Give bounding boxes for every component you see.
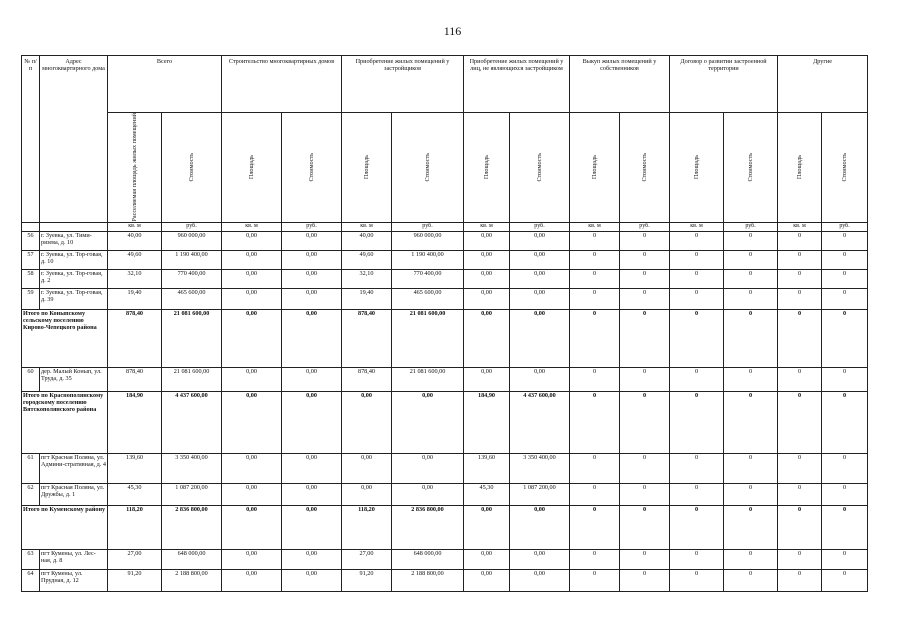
cell-value: 1 087 200,00 bbox=[510, 483, 570, 505]
summary-row bbox=[22, 391, 868, 453]
row-number: 60 bbox=[22, 367, 40, 391]
cell-value: 27,00 bbox=[342, 549, 392, 569]
header-group-buyout: Выкуп жилых помещений у собственников bbox=[570, 56, 670, 113]
cell-value: 0 bbox=[570, 505, 620, 549]
cell-value: 0,00 bbox=[464, 549, 510, 569]
cell-value: 0 bbox=[670, 391, 724, 453]
cell-value: 0,00 bbox=[282, 288, 342, 309]
cell-value: 0 bbox=[822, 391, 868, 453]
cell-value: 0 bbox=[724, 367, 778, 391]
summary-row bbox=[22, 505, 868, 549]
cell-value: 0 bbox=[570, 269, 620, 288]
cell-value: 0,00 bbox=[464, 250, 510, 269]
unit-rub: руб. bbox=[392, 222, 464, 231]
cell-value: 184,90 bbox=[108, 391, 162, 453]
cell-value: 0 bbox=[620, 231, 670, 250]
cell-value: 0 bbox=[778, 483, 822, 505]
header-area: Площадь bbox=[342, 113, 392, 223]
table-row bbox=[22, 549, 868, 569]
cell-value: 0 bbox=[778, 269, 822, 288]
unit-rub: руб. bbox=[724, 222, 778, 231]
cell-value: 0 bbox=[570, 483, 620, 505]
header-group-developer-purchase: Приобретение жилых помещений у застройщиков bbox=[342, 56, 464, 113]
cell-value: 0,00 bbox=[510, 549, 570, 569]
cell-value: 19,40 bbox=[342, 288, 392, 309]
cell-value: 27,00 bbox=[108, 549, 162, 569]
cell-value: 465 600,00 bbox=[162, 288, 222, 309]
cell-value: 0 bbox=[670, 288, 724, 309]
cell-value: 0 bbox=[570, 453, 620, 483]
cell-value: 0,00 bbox=[510, 367, 570, 391]
cell-value: 0,00 bbox=[392, 391, 464, 453]
cell-value: 0 bbox=[822, 250, 868, 269]
cell-value: 118,20 bbox=[342, 505, 392, 549]
cell-value: 0,00 bbox=[464, 309, 510, 367]
cell-value: 0,00 bbox=[222, 288, 282, 309]
cell-value: 2 188 800,00 bbox=[162, 569, 222, 591]
cell-value: 0,00 bbox=[510, 250, 570, 269]
cell-value: 0 bbox=[724, 391, 778, 453]
cell-value: 0 bbox=[620, 453, 670, 483]
unit-sqm: кв. м bbox=[570, 222, 620, 231]
cell-value: 4 437 600,00 bbox=[510, 391, 570, 453]
cell-value: 878,40 bbox=[108, 367, 162, 391]
cell-value: 0,00 bbox=[222, 569, 282, 591]
header-cost: Стоимость bbox=[162, 113, 222, 223]
cell-value: 0,00 bbox=[222, 453, 282, 483]
cell-value: 0,00 bbox=[510, 309, 570, 367]
cell-value: 0 bbox=[570, 231, 620, 250]
cell-value: 0,00 bbox=[464, 269, 510, 288]
row-address: пгт Красная Поляна, ул. Дружбы, д. 1 bbox=[40, 483, 108, 505]
unit-cell-empty bbox=[40, 222, 108, 231]
cell-value: 139,60 bbox=[108, 453, 162, 483]
row-number: 58 bbox=[22, 269, 40, 288]
cell-value: 0 bbox=[778, 231, 822, 250]
cell-value: 0 bbox=[822, 483, 868, 505]
header-area: Площадь bbox=[464, 113, 510, 223]
cell-value: 3 350 400,00 bbox=[162, 453, 222, 483]
cell-value: 0 bbox=[670, 549, 724, 569]
cell-value: 0 bbox=[778, 288, 822, 309]
row-address: пгт Кумены, ул. Прудная, д. 12 bbox=[40, 569, 108, 591]
cell-value: 0,00 bbox=[510, 288, 570, 309]
unit-sqm: кв. м bbox=[778, 222, 822, 231]
cell-value: 0,00 bbox=[464, 569, 510, 591]
cell-value: 45,30 bbox=[108, 483, 162, 505]
unit-rub: руб. bbox=[822, 222, 868, 231]
cell-value: 0,00 bbox=[282, 569, 342, 591]
cell-value: 0,00 bbox=[282, 231, 342, 250]
table-row bbox=[22, 453, 868, 483]
header-group-development-agreement: Договор о развитии застроенной территории bbox=[670, 56, 778, 113]
cell-value: 0 bbox=[724, 250, 778, 269]
cell-value: 45,30 bbox=[464, 483, 510, 505]
cell-value: 0 bbox=[822, 453, 868, 483]
cell-value: 0,00 bbox=[222, 269, 282, 288]
cell-value: 0 bbox=[670, 505, 724, 549]
cell-value: 0 bbox=[570, 391, 620, 453]
table-row bbox=[22, 231, 868, 250]
table-row bbox=[22, 569, 868, 591]
unit-sqm: кв. м bbox=[222, 222, 282, 231]
cell-value: 0 bbox=[670, 231, 724, 250]
cell-value: 648 000,00 bbox=[392, 549, 464, 569]
cell-value: 49,60 bbox=[342, 250, 392, 269]
cell-value: 0 bbox=[570, 549, 620, 569]
page-number: 116 bbox=[443, 24, 462, 38]
cell-value: 0,00 bbox=[392, 453, 464, 483]
cell-value: 0,00 bbox=[392, 483, 464, 505]
cell-value: 0,00 bbox=[510, 569, 570, 591]
cell-value: 2 188 800,00 bbox=[392, 569, 464, 591]
cell-value: 0,00 bbox=[282, 269, 342, 288]
cell-value: 0,00 bbox=[342, 453, 392, 483]
cell-value: 770 400,00 bbox=[162, 269, 222, 288]
header-group-construction: Строительство многоквартирных домов bbox=[222, 56, 342, 113]
header-cost: Стоимость bbox=[724, 113, 778, 223]
summary-label: Итого по Куменскому району bbox=[22, 505, 108, 549]
cell-value: 139,60 bbox=[464, 453, 510, 483]
cell-value: 0,00 bbox=[342, 391, 392, 453]
unit-rub: руб. bbox=[162, 222, 222, 231]
cell-value: 465 600,00 bbox=[392, 288, 464, 309]
header-cost: Стоимость bbox=[392, 113, 464, 223]
header-group-nondeveloper-purchase: Приобретение жилых помещений у лиц, не являющихся застройщиком bbox=[464, 56, 570, 113]
cell-value: 91,20 bbox=[108, 569, 162, 591]
table-row bbox=[22, 250, 868, 269]
header-group-total: Всего bbox=[108, 56, 222, 113]
table-row bbox=[22, 288, 868, 309]
cell-value: 0 bbox=[724, 288, 778, 309]
cell-value: 118,20 bbox=[108, 505, 162, 549]
header-address: Адрес многоквартирного дома bbox=[40, 56, 108, 223]
cell-value: 0 bbox=[778, 367, 822, 391]
cell-value: 0,00 bbox=[222, 505, 282, 549]
unit-rub: руб. bbox=[620, 222, 670, 231]
cell-value: 0 bbox=[670, 453, 724, 483]
cell-value: 0,00 bbox=[282, 250, 342, 269]
cell-value: 3 350 400,00 bbox=[510, 453, 570, 483]
cell-value: 0,00 bbox=[282, 483, 342, 505]
cell-value: 0 bbox=[778, 453, 822, 483]
cell-value: 878,40 bbox=[342, 367, 392, 391]
row-address: г. Зуевка, ул. Тор-говая, д. 10 bbox=[40, 250, 108, 269]
summary-label: Итого по Краснополянскому городскому поселению Вятскополянского района bbox=[22, 391, 108, 453]
cell-value: 0,00 bbox=[464, 231, 510, 250]
cell-value: 0,00 bbox=[342, 483, 392, 505]
cell-value: 0 bbox=[778, 250, 822, 269]
cell-value: 0 bbox=[778, 505, 822, 549]
row-number: 56 bbox=[22, 231, 40, 250]
table-row bbox=[22, 483, 868, 505]
cell-value: 0,00 bbox=[510, 505, 570, 549]
cell-value: 0,00 bbox=[282, 391, 342, 453]
cell-value: 0 bbox=[822, 288, 868, 309]
cell-value: 0 bbox=[620, 250, 670, 269]
cell-value: 0,00 bbox=[222, 483, 282, 505]
cell-value: 0 bbox=[670, 309, 724, 367]
cell-value: 960 000,00 bbox=[392, 231, 464, 250]
header-group-other: Другие bbox=[778, 56, 868, 113]
cell-value: 0 bbox=[724, 483, 778, 505]
header-area: Площадь bbox=[222, 113, 282, 223]
cell-value: 0,00 bbox=[222, 549, 282, 569]
row-number: 61 bbox=[22, 453, 40, 483]
cell-value: 40,00 bbox=[342, 231, 392, 250]
cell-value: 1 190 400,00 bbox=[392, 250, 464, 269]
cell-value: 0,00 bbox=[282, 505, 342, 549]
cell-value: 0,00 bbox=[282, 367, 342, 391]
cell-value: 0 bbox=[620, 391, 670, 453]
cell-value: 0 bbox=[670, 483, 724, 505]
unit-cell-empty bbox=[22, 222, 40, 231]
cell-value: 0 bbox=[822, 309, 868, 367]
cell-value: 2 836 800,00 bbox=[162, 505, 222, 549]
row-address: г. Зуевка, ул. Тор-говая, д. 39 bbox=[40, 288, 108, 309]
cell-value: 0 bbox=[822, 367, 868, 391]
cell-value: 0 bbox=[570, 569, 620, 591]
row-number: 59 bbox=[22, 288, 40, 309]
cell-value: 0,00 bbox=[464, 367, 510, 391]
cell-value: 0,00 bbox=[282, 549, 342, 569]
header-area-total: Расселяемая площадь жилых помещений bbox=[108, 113, 162, 223]
cell-value: 0 bbox=[724, 453, 778, 483]
table-row bbox=[22, 367, 868, 391]
unit-sqm: кв. м bbox=[670, 222, 724, 231]
cell-value: 21 081 600,00 bbox=[162, 309, 222, 367]
cell-value: 0,00 bbox=[510, 269, 570, 288]
row-number: 63 bbox=[22, 549, 40, 569]
cell-value: 0,00 bbox=[222, 309, 282, 367]
cell-value: 21 081 600,00 bbox=[392, 309, 464, 367]
cell-value: 2 836 800,00 bbox=[392, 505, 464, 549]
cell-value: 0 bbox=[670, 367, 724, 391]
cell-value: 0 bbox=[670, 250, 724, 269]
header-cost: Стоимость bbox=[620, 113, 670, 223]
row-number: 64 bbox=[22, 569, 40, 591]
cell-value: 0 bbox=[620, 269, 670, 288]
cell-value: 0,00 bbox=[510, 231, 570, 250]
header-cost: Стоимость bbox=[822, 113, 868, 223]
row-address: г. Зуевка, ул. Тор-говая, д. 2 bbox=[40, 269, 108, 288]
cell-value: 878,40 bbox=[108, 309, 162, 367]
cell-value: 0 bbox=[670, 569, 724, 591]
cell-value: 0 bbox=[778, 569, 822, 591]
cell-value: 0,00 bbox=[282, 453, 342, 483]
cell-value: 1 190 400,00 bbox=[162, 250, 222, 269]
cell-value: 0 bbox=[620, 309, 670, 367]
summary-row bbox=[22, 309, 868, 367]
cell-value: 0 bbox=[620, 367, 670, 391]
cell-value: 0 bbox=[620, 549, 670, 569]
cell-value: 0 bbox=[822, 569, 868, 591]
cell-value: 4 437 600,00 bbox=[162, 391, 222, 453]
row-address: пгт Кумены, ул. Лес-ная, д. 8 bbox=[40, 549, 108, 569]
cell-value: 0,00 bbox=[222, 391, 282, 453]
row-address: г. Зуевка, ул. Тими-рязева, д. 10 bbox=[40, 231, 108, 250]
cell-value: 0 bbox=[620, 505, 670, 549]
cell-value: 0 bbox=[570, 288, 620, 309]
cell-value: 0 bbox=[620, 288, 670, 309]
cell-value: 878,40 bbox=[342, 309, 392, 367]
unit-sqm: кв. м bbox=[108, 222, 162, 231]
header-cost: Стоимость bbox=[510, 113, 570, 223]
cell-value: 770 400,00 bbox=[392, 269, 464, 288]
cell-value: 21 081 600,00 bbox=[162, 367, 222, 391]
cell-value: 0 bbox=[822, 505, 868, 549]
cell-value: 0,00 bbox=[282, 309, 342, 367]
cell-value: 960 000,00 bbox=[162, 231, 222, 250]
header-area: Площадь bbox=[670, 113, 724, 223]
resettlement-table bbox=[21, 55, 868, 592]
header-area: Площадь bbox=[778, 113, 822, 223]
unit-rub: руб. bbox=[282, 222, 342, 231]
cell-value: 0 bbox=[724, 549, 778, 569]
row-address: пгт Красная Поляна, ул. Админи-стративная, д. 4 bbox=[40, 453, 108, 483]
cell-value: 648 000,00 bbox=[162, 549, 222, 569]
cell-value: 1 087 200,00 bbox=[162, 483, 222, 505]
cell-value: 32,10 bbox=[342, 269, 392, 288]
unit-sqm: кв. м bbox=[464, 222, 510, 231]
cell-value: 0 bbox=[620, 483, 670, 505]
cell-value: 0,00 bbox=[222, 231, 282, 250]
cell-value: 32,10 bbox=[108, 269, 162, 288]
table-row bbox=[22, 269, 868, 288]
cell-value: 0 bbox=[778, 391, 822, 453]
cell-value: 0,00 bbox=[222, 250, 282, 269]
cell-value: 184,90 bbox=[464, 391, 510, 453]
cell-value: 91,20 bbox=[342, 569, 392, 591]
cell-value: 0 bbox=[724, 569, 778, 591]
row-number: 57 bbox=[22, 250, 40, 269]
cell-value: 0,00 bbox=[464, 505, 510, 549]
cell-value: 0 bbox=[822, 269, 868, 288]
cell-value: 49,60 bbox=[108, 250, 162, 269]
cell-value: 21 081 600,00 bbox=[392, 367, 464, 391]
cell-value: 0 bbox=[570, 250, 620, 269]
cell-value: 0 bbox=[778, 309, 822, 367]
cell-value: 40,00 bbox=[108, 231, 162, 250]
header-units-row bbox=[22, 222, 868, 231]
header-number: № п/п bbox=[22, 56, 40, 223]
cell-value: 0 bbox=[822, 549, 868, 569]
header-area: Площадь bbox=[570, 113, 620, 223]
cell-value: 0,00 bbox=[222, 367, 282, 391]
row-number: 62 bbox=[22, 483, 40, 505]
cell-value: 0 bbox=[822, 231, 868, 250]
header-cost: Стоимость bbox=[282, 113, 342, 223]
cell-value: 0 bbox=[570, 367, 620, 391]
cell-value: 0 bbox=[670, 269, 724, 288]
cell-value: 0 bbox=[778, 549, 822, 569]
header-subcolumns-row bbox=[22, 113, 868, 223]
cell-value: 0 bbox=[724, 231, 778, 250]
cell-value: 0 bbox=[570, 309, 620, 367]
cell-value: 0,00 bbox=[464, 288, 510, 309]
summary-label: Итого по Коныпскому сельскому поселению Кирово-Чепецкого района bbox=[22, 309, 108, 367]
cell-value: 0 bbox=[724, 269, 778, 288]
cell-value: 19,40 bbox=[108, 288, 162, 309]
row-address: дер. Малый Конып, ул. Труда, д. 35 bbox=[40, 367, 108, 391]
cell-value: 0 bbox=[724, 309, 778, 367]
cell-value: 0 bbox=[620, 569, 670, 591]
cell-value: 0 bbox=[724, 505, 778, 549]
unit-rub: руб. bbox=[510, 222, 570, 231]
unit-sqm: кв. м bbox=[342, 222, 392, 231]
